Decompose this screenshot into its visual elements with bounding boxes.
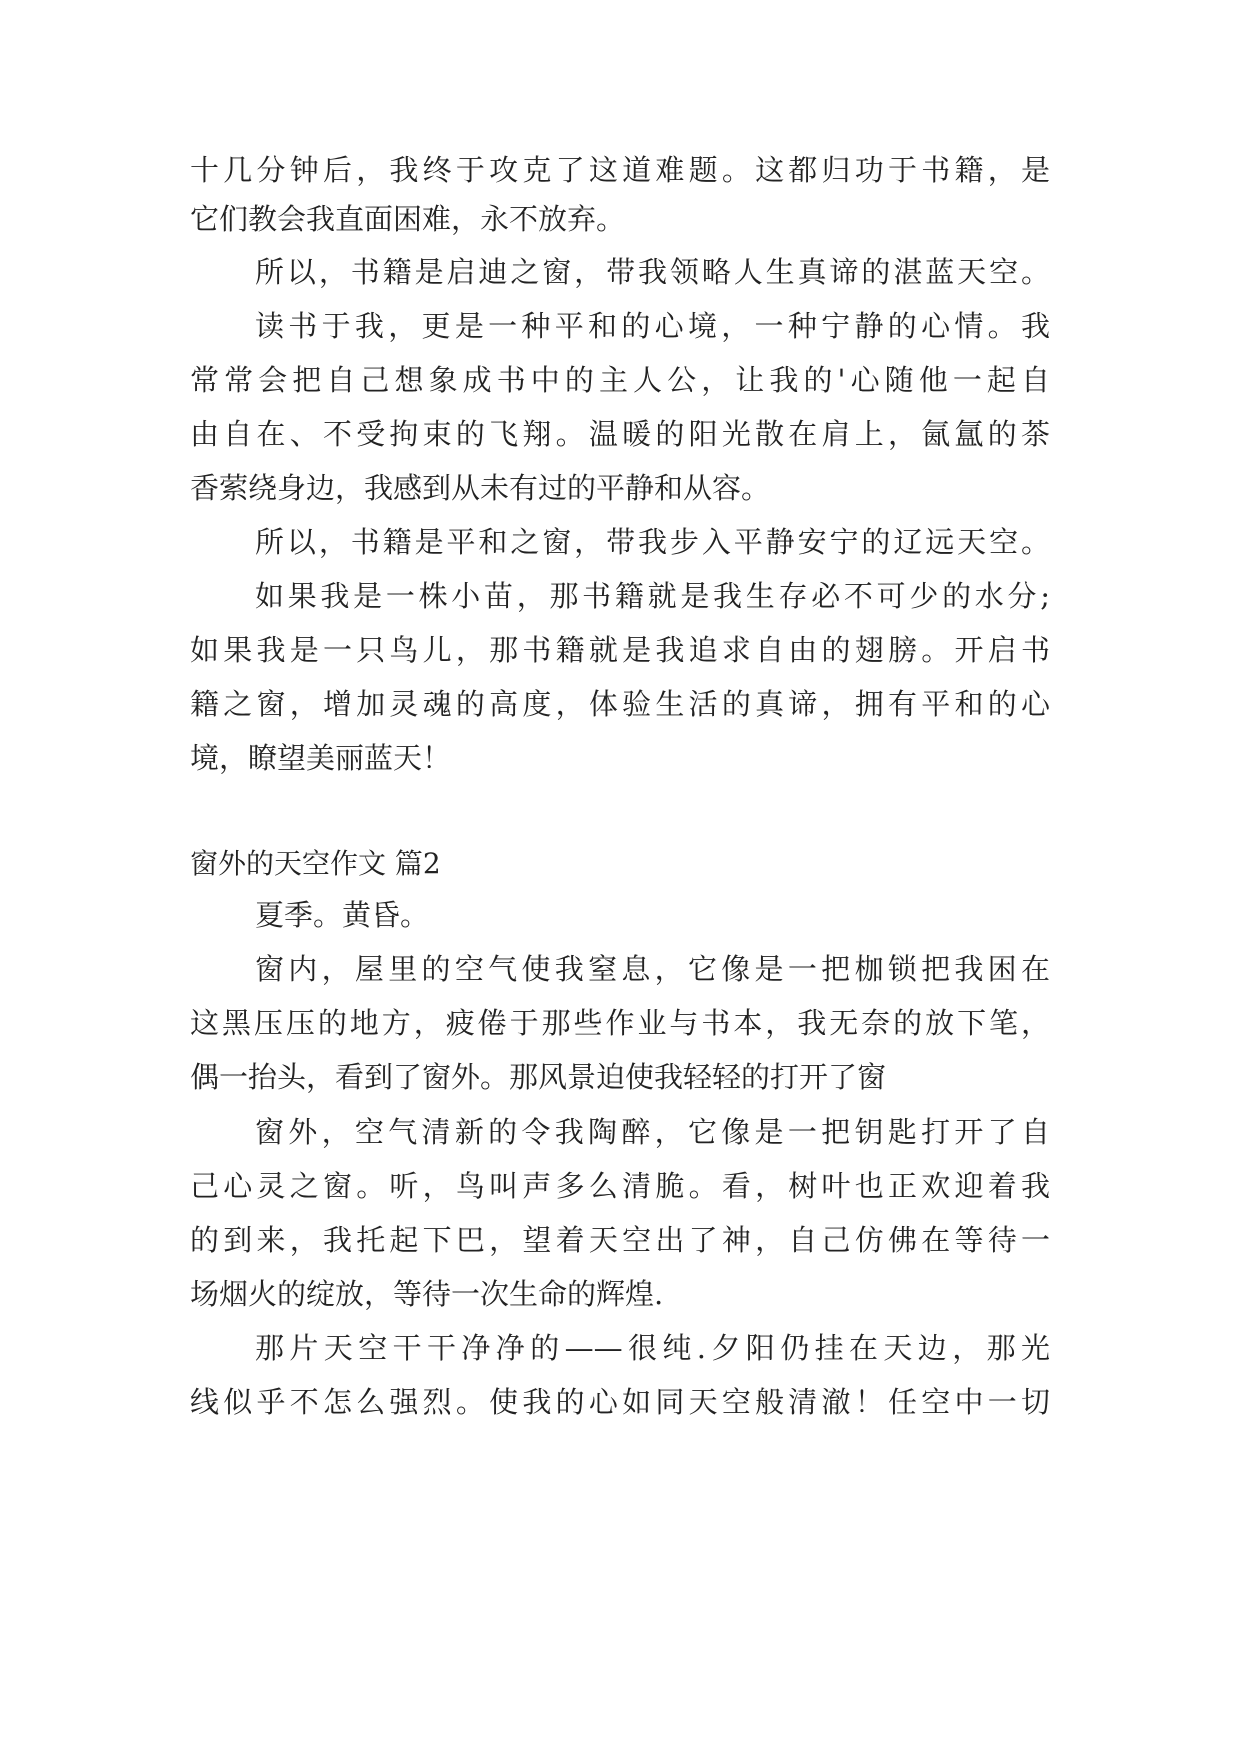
text-line: 常常会把自己想象成书中的主人公，让我的'心随他一起自: [190, 363, 1050, 397]
text-line: 夏季。黄昏。: [255, 898, 430, 932]
text-line: 十几分钟后，我终于攻克了这道难题。这都归功于书籍，是: [190, 153, 1050, 187]
text-line: 这黑压压的地方，疲倦于那些作业与书本，我无奈的放下笔，: [190, 1006, 1050, 1040]
text-line: 境，瞭望美丽蓝天！: [190, 741, 452, 775]
text-line: 它们教会我直面困难，永不放弃。: [190, 202, 626, 236]
text-line: 如果我是一只鸟儿，那书籍就是我追求自由的翅膀。开启书: [190, 633, 1050, 667]
text-line: 所以，书籍是平和之窗，带我步入平静安宁的辽远天空。: [255, 525, 1050, 559]
text-line: 己心灵之窗。听，鸟叫声多么清脆。看，树叶也正欢迎着我: [190, 1169, 1050, 1203]
text-line: 读书于我，更是一种平和的心境，一种宁静的心情。我: [255, 309, 1050, 343]
text-line: 由自在、不受拘束的飞翔。温暖的阳光散在肩上，氤氲的茶: [190, 417, 1050, 451]
text-line: 籍之窗，增加灵魂的高度，体验生活的真谛，拥有平和的心: [190, 687, 1050, 721]
text-line: 香萦绕身边，我感到从未有过的平静和从容。: [190, 471, 771, 505]
text-line: 窗内，屋里的空气使我窒息，它像是一把枷锁把我困在: [255, 952, 1050, 986]
section-title: 窗外的天空作文 篇2: [190, 847, 441, 880]
text-line: 场烟火的绽放，等待一次生命的辉煌.: [190, 1277, 664, 1311]
text-line: 线似乎不怎么强烈。使我的心如同天空般清澈！任空中一切: [190, 1385, 1050, 1419]
text-line: 窗外，空气清新的令我陶醉，它像是一把钥匙打开了自: [255, 1115, 1050, 1149]
text-line: 的到来，我托起下巴，望着天空出了神，自己仿佛在等待一: [190, 1223, 1050, 1257]
text-line: 那片天空干干净净的——很纯.夕阳仍挂在天边，那光: [255, 1331, 1050, 1365]
text-line: 偶一抬头，看到了窗外。那风景迫使我轻轻的打开了窗: [190, 1060, 887, 1094]
text-line: 如果我是一株小苗，那书籍就是我生存必不可少的水分;: [255, 579, 1050, 613]
text-line: 所以，书籍是启迪之窗，带我领略人生真谛的湛蓝天空。: [255, 255, 1050, 289]
